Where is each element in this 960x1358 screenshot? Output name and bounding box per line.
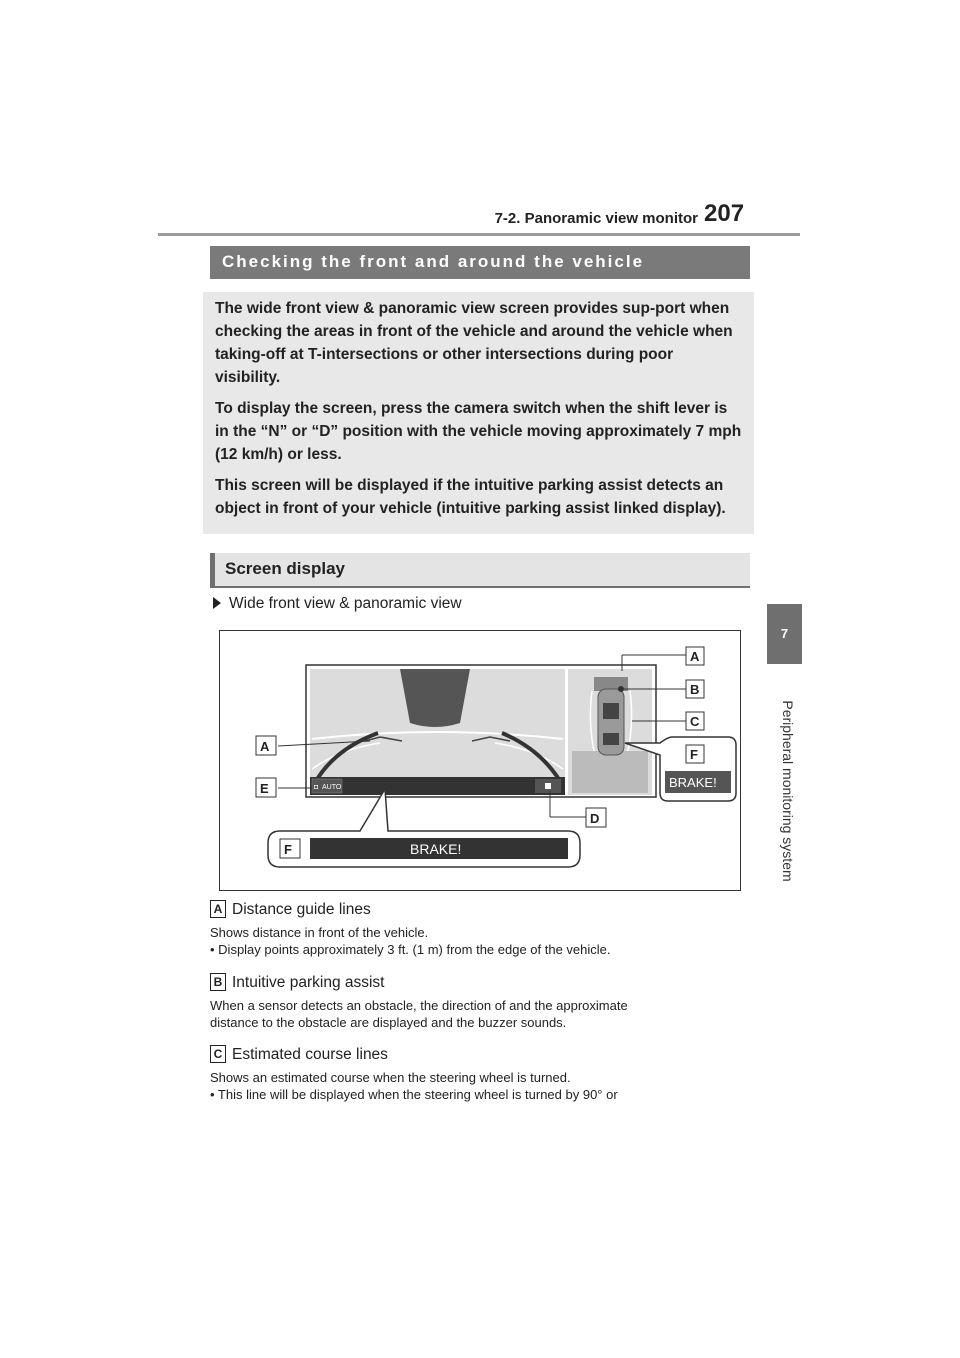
badge-a: A: [210, 900, 226, 918]
screen-diagram: [219, 630, 741, 891]
display-switch-icon: [545, 783, 551, 789]
chapter-label: [780, 680, 796, 902]
status-bar: [310, 777, 565, 795]
vehicle-top-view: [598, 689, 624, 755]
header-rule: [158, 233, 800, 236]
item-c: [210, 1045, 618, 1103]
page-number: 207: [704, 200, 745, 227]
intro-paragraph-1: The wide front view & panoramic view screen provides sup-port when checking the areas in front of the vehicle and around the vehicle when taking-off at T-intersections or other intersections during poor visibility.: [215, 300, 733, 386]
callout-b-text: B: [690, 682, 700, 697]
section-title-bar: [210, 246, 750, 279]
auto-camera-icon: ◘: [314, 784, 319, 791]
intro-paragraph-2: To display the screen, press the camera switch when the shift lever is in the “N” or “D” position with the vehicle moving approximately 7 mph (12 km/h) or less.: [215, 400, 742, 463]
panoramic-ground: [572, 751, 648, 793]
badge-b: B: [210, 973, 226, 991]
item-a-desc-2: • Display points approximately 3 ft. (1 m) from the edge of the vehicle.: [210, 942, 611, 957]
brake-label-right: BRAKE!: [669, 775, 717, 790]
item-c-label: Estimated course lines: [232, 1046, 388, 1063]
bullet-item: [213, 595, 462, 613]
callout-e-text: E: [260, 781, 269, 796]
item-b: [210, 973, 628, 1031]
bullet-text: Wide front view & panoramic view: [229, 595, 462, 612]
subheading-bar: [210, 553, 750, 586]
chapter-tab: 7: [767, 604, 802, 664]
callout-f-right-text: F: [690, 747, 698, 762]
section-header: 7-2. Panoramic view monitor: [494, 210, 698, 227]
item-c-desc-1: Shows an estimated course when the steering wheel is turned.: [210, 1070, 571, 1085]
badge-c: C: [210, 1045, 226, 1063]
item-a-label: Distance guide lines: [232, 901, 371, 918]
section-title: Checking the front and around the vehicle: [222, 252, 645, 271]
callout-c-text: C: [690, 714, 700, 729]
callout-a-right-text: A: [690, 649, 700, 664]
item-b-desc-1: When a sensor detects an obstacle, the direction of and the approximate: [210, 998, 628, 1013]
intro-box: [203, 292, 754, 534]
callout-d-text: D: [590, 811, 600, 826]
callout-f-bottom-text: F: [284, 842, 292, 857]
item-b-desc-2: distance to the obstacle are displayed and the buzzer sounds.: [210, 1015, 567, 1030]
callout-a-left-text: A: [260, 739, 270, 754]
item-c-desc-2: • This line will be displayed when the steering wheel is turned by 90° or: [210, 1087, 618, 1102]
item-a: [210, 900, 611, 958]
chapter-label-text: Peripheral monitoring system: [780, 700, 796, 882]
item-b-label: Intuitive parking assist: [232, 974, 385, 991]
screen-diagram-svg: [220, 631, 740, 890]
subheading: Screen display: [225, 559, 346, 578]
vehicle-windshield: [603, 703, 619, 719]
brake-label-bottom: BRAKE!: [410, 841, 462, 857]
vehicle-hood: [400, 669, 470, 727]
subheading-rule: [210, 586, 750, 588]
item-a-desc-1: Shows distance in front of the vehicle.: [210, 925, 429, 940]
triangle-bullet-icon: [213, 597, 221, 609]
vehicle-rear-window: [603, 733, 619, 745]
intro-paragraph-3: This screen will be displayed if the intuitive parking assist detects an object in front of your vehicle (intuitive parking assist linked display).: [215, 477, 726, 517]
sensor-indicator: [618, 686, 624, 692]
auto-label: AUTO: [322, 784, 342, 791]
